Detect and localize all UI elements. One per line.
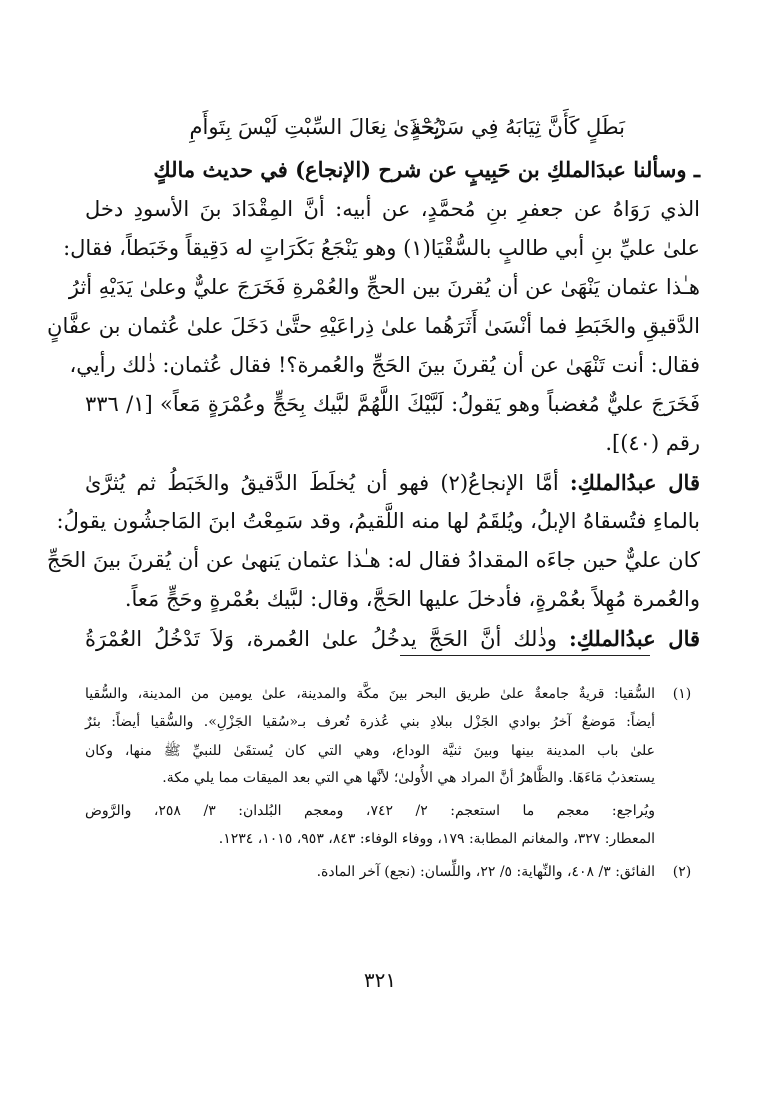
paragraph2-line: والعُمرة مُهِلاً بعُمْرةٍ، فأدخلَ عليها الحَجَّ، وقال: لبَّيك بعُمْرةٍ وحَجٍّ مَعاً. [124,587,700,611]
paragraph2-first-line [85,470,700,495]
paragraph1-line: فَخَرَجَ عليٌّ مُغضباً وهو يَقولُ: لَبَّيْكَ اللَّهُمَّ لبَّيك بِحَجٍّ وعُمْرَةٍ مَعاً» [١/ ٣٣٦ [85,392,700,416]
paragraph1-line: هـٰذا عثمان يَنْهَىٰ عن أن يُقرنَ بين الحجِّ والعُمْرةِ فَخَرَجَ عليٌّ وعلىٰ يَدَيْهِ أثرُ [68,275,700,299]
footnote-line: يستعذبُ مَاءَهَا. والظَّاهرُ أنَّ المراد هي الأُولىٰ؛ لأنَّها هي التي بعد الميقات مما يلي مكة. [162,770,655,786]
footnote-line: الفائق: ٣/ ٤٠٨، والنِّهاية: ٥/ ٢٢، واللِّسان: (نجع) آخر المادة. [316,864,655,880]
paragraph1-line: رقم (٤٠)]. [605,431,700,455]
footnote-references-line: ويُراجع: معجم ما استعجم: ٢/ ٧٤٢، ومعجم البُلدان: ٣/ ٢٥٨، والرَّوض [85,803,656,819]
footnote-line: علىٰ باب المدينة بينها وبينَ ثنيَّة الوداع، وهي التي كان يُستقَىٰ للنبيِّ ﷺ منها، وكان [85,743,655,759]
paragraph2-line: كان عليٌّ حين جاءَه المقدادُ فقال له: هـٰذا عثمان يَنهىٰ عن أن يُقرنَ بينَ الحَجِّ [46,548,700,572]
paragraph1-line: علىٰ عليِّ بنِ أبي طالبٍ بالسُّقْيَا(١) وهو يَنْجَعُ بَكَرَاتٍ له دَقِيقاً وخَبَطاً، فقال: [63,236,700,260]
paragraph1-line: الذي رَوَاهُ عن جعفرِ بنِ مُحمَّدٍ، عن أبيه: أنَّ المِقْدَادَ بنَ الأسودِ دخل [85,197,700,221]
paragraph1-line: الدَّقيقِ والخَبَطِ فما أنْسَىٰ أَثَرَهُما علىٰ ذِراعَيْهِ حتَّىٰ دَخَلَ علىٰ عُثمان بن عفَّانٍ [47,314,700,338]
paragraph3-lead: قال عبدُالملكِ: [568,626,701,651]
footnote-number: (٢) [672,864,692,880]
footnote-line: السُّقيا: قريةٌ جامعةٌ علىٰ طريق البحر بينَ مكَّة والمدينة، علىٰ يومين من المدينة، والسُّقيا [85,686,655,702]
paragraph2-line: بالماءِ فتُسقاهُ الإبلُ، ويُلقَمُ لها منه اللَّقيمُ، وقد سَمِعْتُ ابنَ المَاجشُون يقولُ: [56,509,700,533]
paragraph3-line [85,626,700,651]
verse-second-hemistich: يُحْذَىٰ نِعَالَ السِّبْتِ لَيْسَ بِتَوأَمِ [189,115,440,139]
footnote-divider [400,655,650,656]
paragraph2-text: أمَّا الإنجاعُ(٢) فهو أن يُخلَطَ الدَّقيقُ والخَبَطُ ثم يُثرَّىٰ [85,471,559,495]
verse-first-hemistich: بَطَلٍ كَأَنَّ ثِيَابَهُ فِي سَرْحَةٍ [410,115,625,139]
paragraph2-lead: قال عبدُالملكِ: [569,470,700,495]
section-heading: ـ وسألنا عبدَالملكِ بن حَبِيبٍ عن شرح (الإنجاع) في حديث مالكٍ [153,157,700,182]
paragraph1-line: فقال: أنت تَنْهَىٰ عن أن يُقرنَ بينَ الحَجِّ والعُمرة؟! فقال عُثمان: ذٰلك رأيي، [69,353,700,377]
footnote-line: أيضاً: مَوضعٌ آخرُ بوادي الجَزْل ببلادِ بني عُذرة تُعرف بـ«سُقيا الجَزْلِ». والسُّقيا أيضاً: بئرٌ [85,714,655,730]
footnote-references-line: المعطار: ٣٢٧، والمغانم المطابة: ١٧٩، ووفاء الوفاء: ٨٤٣، ٩٥٣، ١٠١٥، ١٢٣٤. [218,831,655,847]
footnote-number: (١) [672,686,692,702]
paragraph3-text: وذٰلك أنَّ الحَجَّ يدخُلُ علىٰ العُمرة، وَلاَ تَدْخُلُ العُمْرَةُ [85,627,557,651]
page-number: ٣٢١ [363,968,397,992]
